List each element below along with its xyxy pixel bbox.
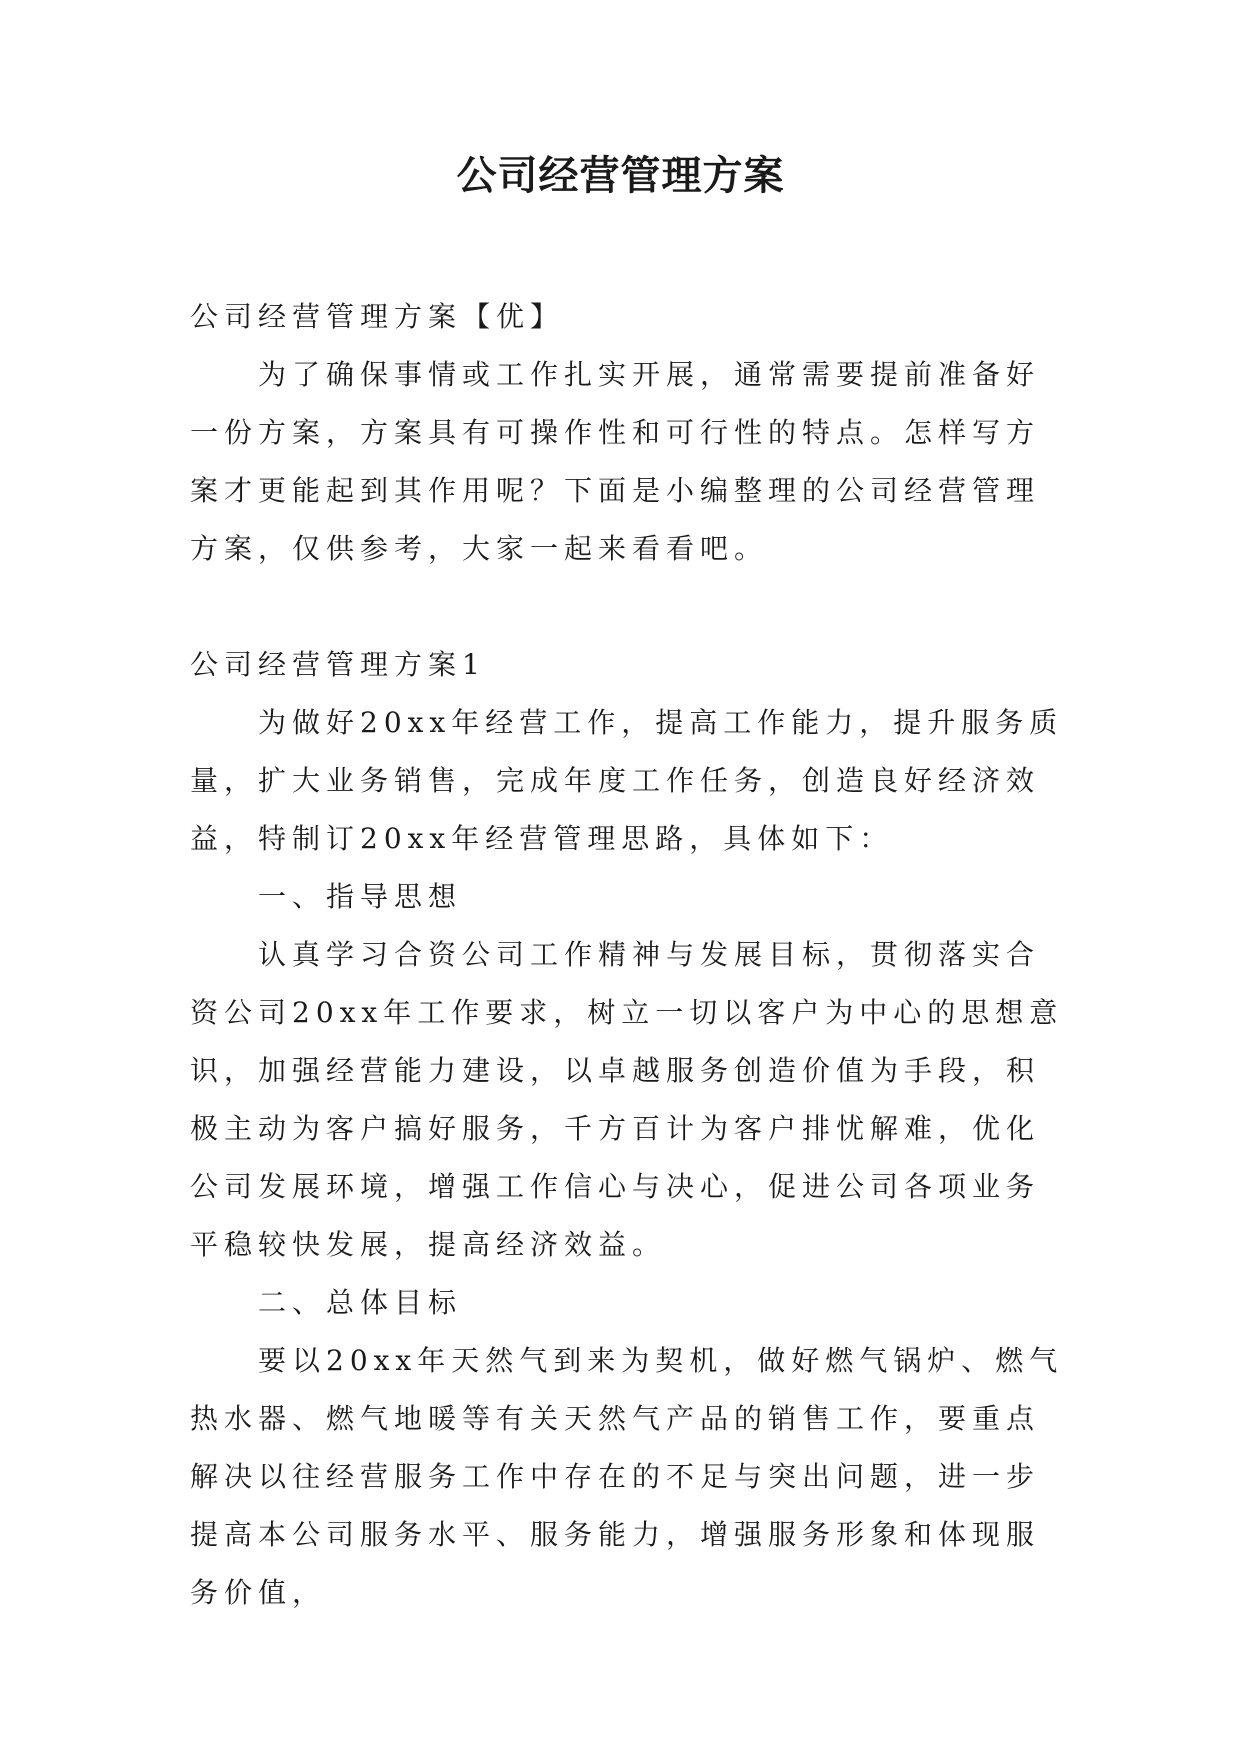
section1-heading: 公司经营管理方案1 — [190, 648, 486, 681]
guiding-paragraph: 认真学习合资公司工作精神与发展目标，贯彻落实合资公司20xx年工作要求，树立一切以客户为中心的思想意识，加强经营能力建设，以卓越服务创造价值为手段，积极主动为客户搞好服务，千方百计为客户排忧解难，优化公司发展环境，增强工作信心与决心，促进公司各项业务平稳较快发展，提高经济效益。 — [190, 938, 1064, 1261]
intro-heading: 公司经营管理方案【优】 — [190, 300, 565, 333]
guiding-heading: 一、指导思想 — [258, 880, 463, 913]
goal-heading: 二、总体目标 — [258, 1286, 463, 1319]
paragraph-spacer — [190, 578, 1070, 636]
goal-paragraph: 要以20xx年天然气到来为契机，做好燃气锅炉、燃气热水器、燃气地暖等有关天然气产品的销售工作，要重点解决以往经营服务工作中存在的不足与突出问题，进一步提高本公司服务水平、服务能力，增强服务形象和体现服务价值， — [190, 1344, 1064, 1609]
section1-paragraph: 为做好20xx年经营工作，提高工作能力，提升服务质量，扩大业务销售，完成年度工作任务，创造良好经济效益，特制订20xx年经营管理思路，具体如下： — [190, 706, 1064, 855]
document-title: 公司经营管理方案 — [456, 153, 785, 199]
document-body — [190, 288, 1070, 1622]
intro-paragraph: 为了确保事情或工作扎实开展，通常需要提前准备好一份方案，方案具有可操作性和可行性的特点。怎样写方案才更能起到其作用呢？下面是小编整理的公司经营管理方案，仅供参考，大家一起来看看吧。 — [190, 358, 1041, 565]
